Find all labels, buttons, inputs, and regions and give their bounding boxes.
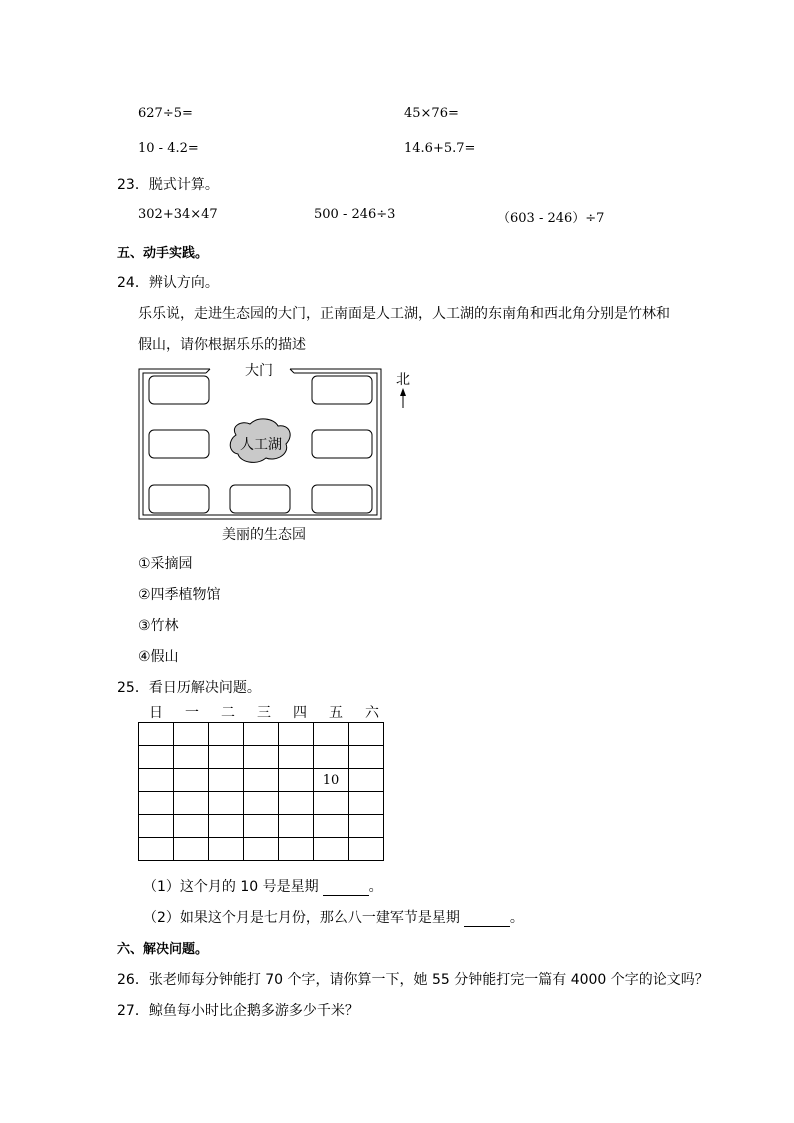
calendar-cell bbox=[244, 838, 279, 861]
calc-expression: （603 - 246）÷7 bbox=[497, 211, 605, 226]
calendar-row bbox=[139, 815, 384, 838]
calendar-cell bbox=[314, 746, 349, 769]
question-24-title: 24．辨认方向。 bbox=[117, 275, 219, 291]
calendar-cell bbox=[244, 723, 279, 746]
calendar-cell bbox=[244, 746, 279, 769]
map-plot-box bbox=[149, 376, 209, 404]
weekday-label: 五 bbox=[329, 705, 343, 721]
weekday-label: 日 bbox=[149, 705, 163, 721]
calendar-cell bbox=[174, 746, 209, 769]
period: 。 bbox=[368, 879, 383, 895]
calendar-cell bbox=[349, 769, 384, 792]
calendar-cell bbox=[209, 792, 244, 815]
calendar-cell: 10 bbox=[314, 769, 349, 792]
calendar-cell bbox=[349, 815, 384, 838]
question-23-title: 23．脱式计算。 bbox=[117, 177, 219, 193]
weekday-label: 四 bbox=[293, 705, 307, 721]
answer-blank[interactable] bbox=[323, 881, 369, 896]
period: 。 bbox=[509, 910, 524, 926]
calendar-cell bbox=[314, 838, 349, 861]
north-arrow-icon bbox=[400, 388, 406, 396]
section-heading: 五、动手实践。 bbox=[117, 246, 209, 261]
calendar-cell bbox=[209, 746, 244, 769]
calendar-cell bbox=[314, 723, 349, 746]
calendar-cell bbox=[349, 792, 384, 815]
calendar-cell bbox=[349, 746, 384, 769]
calendar-cell bbox=[209, 838, 244, 861]
question-24-description: 乐乐说，走进生态园的大门，正南面是人工湖，人工湖的东南角和西北角分别是竹林和 bbox=[138, 306, 670, 322]
question-24-description: 假山，请你根据乐乐的描述 bbox=[138, 337, 306, 353]
map-plot-box bbox=[149, 430, 209, 458]
calendar-cell bbox=[174, 838, 209, 861]
sub-question-text: （2）如果这个月是七月份，那么八一建军节是星期 bbox=[143, 910, 460, 926]
calendar-cell bbox=[244, 769, 279, 792]
option-item: ④假山 bbox=[138, 649, 179, 665]
calendar-cell bbox=[209, 769, 244, 792]
calendar-row bbox=[139, 838, 384, 861]
calendar-cell bbox=[174, 769, 209, 792]
section-heading: 六、解决问题。 bbox=[117, 942, 209, 957]
map-lake-label: 人工湖 bbox=[240, 437, 282, 453]
calendar-weekday-header bbox=[138, 702, 390, 720]
calendar-cell bbox=[139, 838, 174, 861]
calc-item: 10 - 4.2= bbox=[138, 141, 199, 156]
calendar-cell bbox=[209, 815, 244, 838]
calendar-cell bbox=[279, 746, 314, 769]
calendar-cell bbox=[279, 815, 314, 838]
calendar-cell bbox=[139, 792, 174, 815]
calc-item: 45×76= bbox=[404, 106, 459, 121]
question-25-sub1 bbox=[143, 876, 383, 896]
map-plot-box bbox=[312, 376, 372, 404]
calendar-row bbox=[139, 792, 384, 815]
map-gate-label: 大门 bbox=[245, 363, 273, 379]
calendar-cell bbox=[349, 838, 384, 861]
question-26: 26．张老师每分钟能打 70 个字，请你算一下，她 55 分钟能打完一篇有 4000 个字的论文吗？ bbox=[117, 972, 709, 988]
question-25-title: 25．看日历解决问题。 bbox=[117, 680, 261, 696]
weekday-label: 二 bbox=[221, 705, 235, 721]
calendar-cell bbox=[349, 723, 384, 746]
calendar-cell bbox=[244, 815, 279, 838]
weekday-label: 一 bbox=[185, 705, 199, 721]
map-plot-box bbox=[149, 485, 209, 513]
calendar-cell bbox=[279, 723, 314, 746]
calendar-cell bbox=[139, 746, 174, 769]
map-caption: 美丽的生态园 bbox=[222, 527, 306, 543]
calendar-cell bbox=[279, 838, 314, 861]
option-item: ①采摘园 bbox=[138, 556, 193, 572]
calendar-row bbox=[139, 769, 384, 792]
calendar-cell bbox=[139, 769, 174, 792]
calendar-cell bbox=[209, 723, 244, 746]
map-plot-box bbox=[312, 485, 372, 513]
calc-expression: 500 - 246÷3 bbox=[314, 207, 396, 222]
calc-expression: 302+34×47 bbox=[138, 207, 218, 222]
calendar-cell bbox=[174, 723, 209, 746]
calendar-cell bbox=[244, 792, 279, 815]
calendar-cell bbox=[314, 792, 349, 815]
calc-item: 14.6+5.7= bbox=[404, 141, 476, 156]
calendar-cell bbox=[279, 769, 314, 792]
calendar-cell bbox=[139, 723, 174, 746]
calendar-cell bbox=[139, 815, 174, 838]
weekday-label: 六 bbox=[365, 705, 379, 721]
question-25-sub2 bbox=[143, 907, 524, 927]
map-plot-box bbox=[230, 485, 290, 513]
calendar-cell bbox=[314, 815, 349, 838]
map-plot-box bbox=[312, 430, 372, 458]
calc-item: 627÷5= bbox=[138, 106, 193, 121]
map-north-label: 北 bbox=[396, 372, 410, 388]
calendar-cell bbox=[174, 815, 209, 838]
answer-blank[interactable] bbox=[464, 912, 510, 927]
calendar-cell bbox=[279, 792, 314, 815]
question-27: 27．鲸鱼每小时比企鹅多游多少千米？ bbox=[117, 1003, 359, 1019]
calendar-grid bbox=[138, 722, 384, 861]
option-item: ③竹林 bbox=[138, 618, 179, 634]
calendar-row bbox=[139, 746, 384, 769]
weekday-label: 三 bbox=[257, 705, 271, 721]
calendar-row bbox=[139, 723, 384, 746]
sub-question-text: （1）这个月的 10 号是星期 bbox=[143, 879, 319, 895]
calendar-cell bbox=[174, 792, 209, 815]
option-item: ②四季植物馆 bbox=[138, 587, 221, 603]
